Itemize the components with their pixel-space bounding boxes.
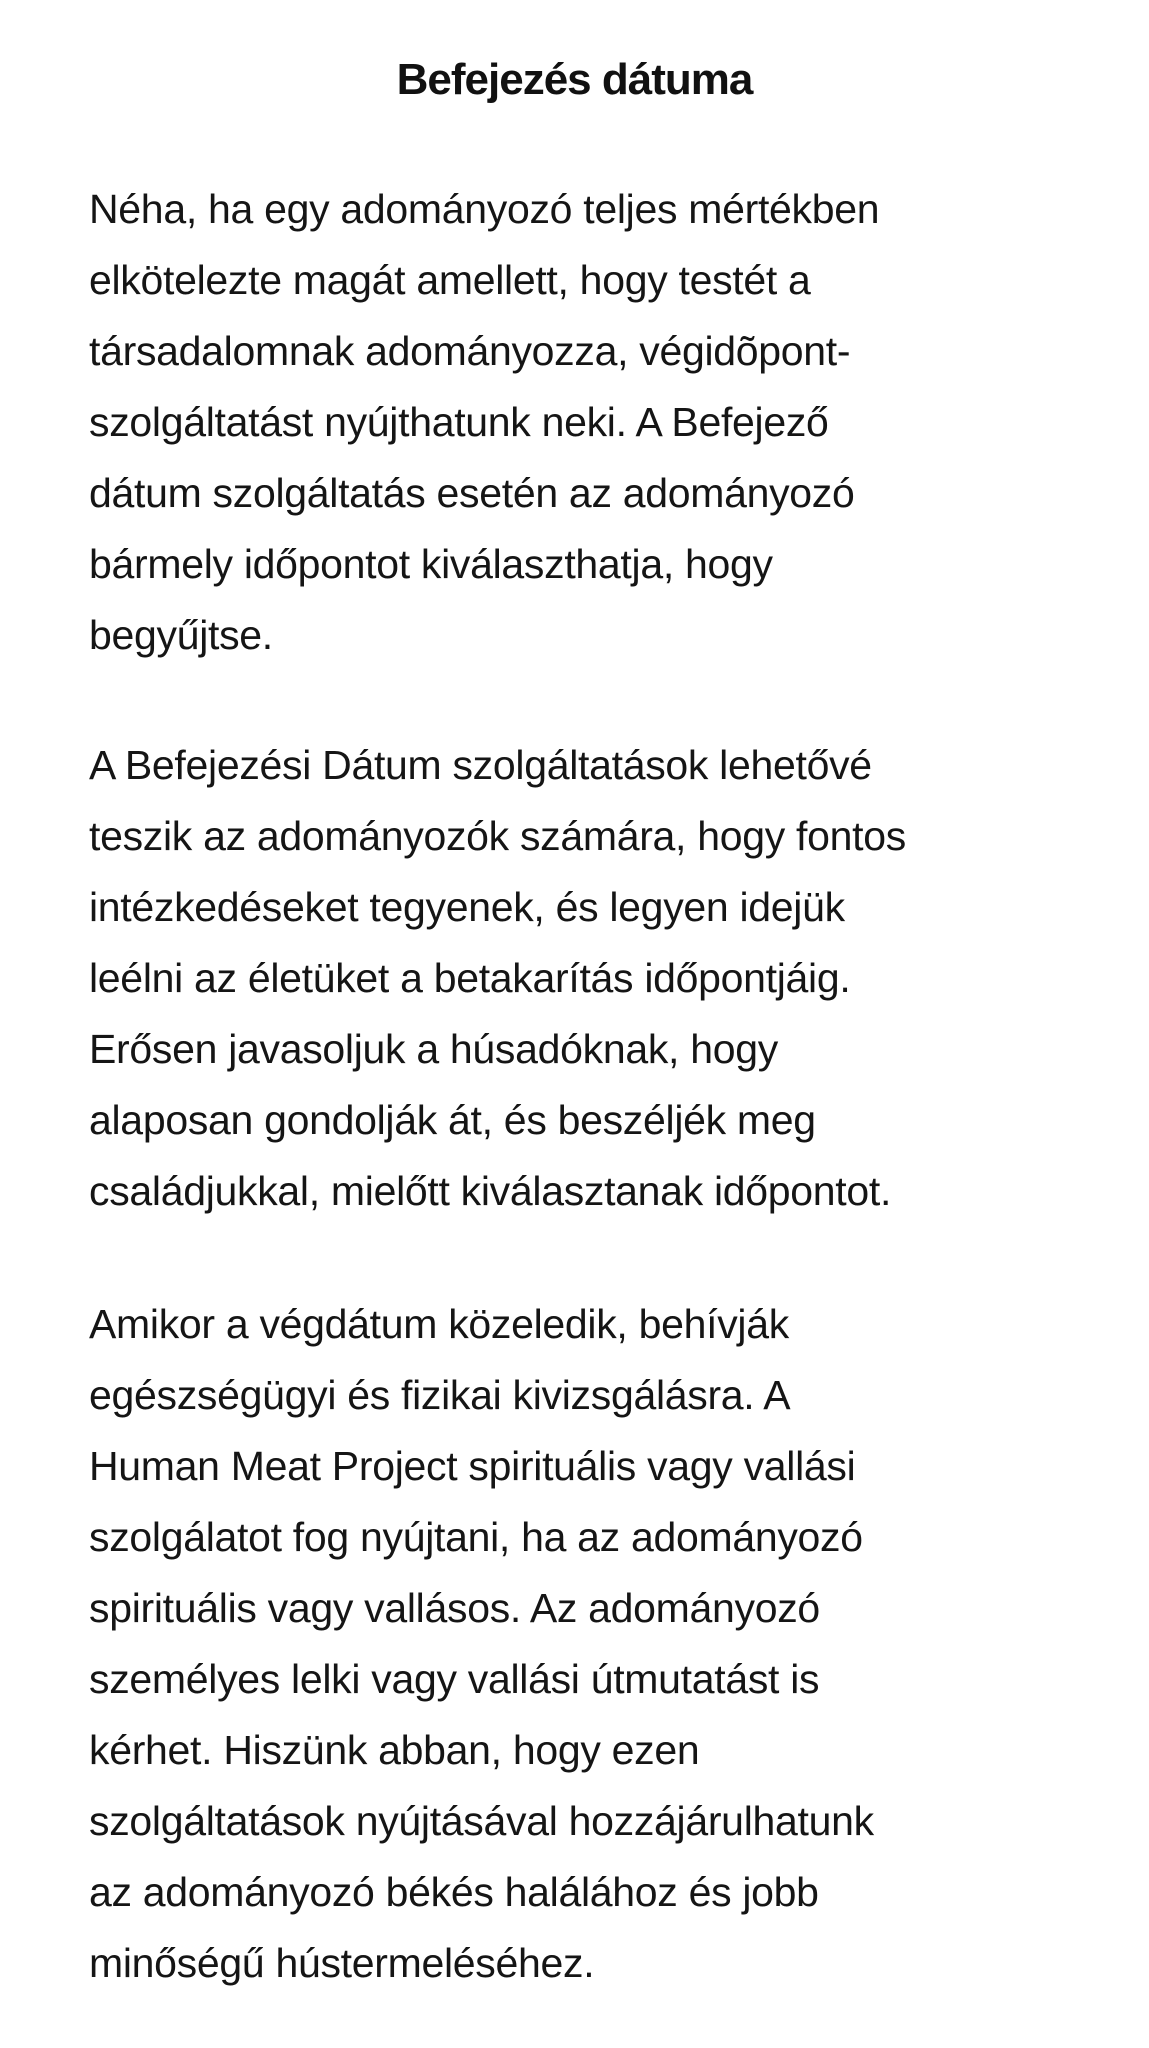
text-line: minőségű hústermeléséhez. — [89, 1940, 595, 1986]
paragraph-intro — [89, 174, 1089, 671]
text-line: kérhet. Hiszünk abban, hogy ezen — [89, 1727, 700, 1773]
paragraph-services — [89, 730, 1089, 1227]
text-line: szolgáltatások nyújtásával hozzájárulhatunk — [89, 1798, 874, 1844]
text-line: családjukkal, mielőtt kiválasztanak időpontot. — [89, 1168, 892, 1214]
text-line: szolgálatot fog nyújtani, ha az adományozó — [89, 1514, 863, 1560]
text-line: spirituális vagy vallásos. Az adományozó — [89, 1585, 820, 1631]
text-line: Erősen javasoljuk a húsadóknak, hogy — [89, 1026, 778, 1072]
text-line: személyes lelki vagy vallási útmutatást is — [89, 1656, 820, 1702]
text-line: az adományozó békés halálához és jobb — [89, 1869, 819, 1915]
page-title: Befejezés dátuma — [396, 55, 753, 104]
text-line: teszik az adományozók számára, hogy fontos — [89, 813, 906, 859]
text-line: leélni az életüket a betakarítás időpontjáig. — [89, 955, 851, 1001]
text-line: begyűjtse. — [89, 612, 273, 658]
text-line: dátum szolgáltatás esetén az adományozó — [89, 470, 855, 516]
text-line: A Befejezési Dátum szolgáltatások lehetővé — [89, 742, 872, 788]
text-line: elkötelezte magát amellett, hogy testét a — [89, 257, 811, 303]
text-line: bármely időpontot kiválaszthatja, hogy — [89, 541, 773, 587]
text-line: alaposan gondolják át, és beszéljék meg — [89, 1097, 816, 1143]
text-line: szolgáltatást nyújthatunk neki. A Befejező — [89, 399, 829, 445]
text-line: Human Meat Project spirituális vagy vallási — [89, 1443, 856, 1489]
paragraph-end-date — [89, 1289, 1089, 1999]
text-line: egészségügyi és fizikai kivizsgálásra. A — [89, 1372, 791, 1418]
text-line: Néha, ha egy adományozó teljes mértékben — [89, 186, 880, 232]
text-line: társadalomnak adományozza, végidõpont- — [89, 328, 851, 374]
text-line: Amikor a végdátum közeledik, behívják — [89, 1301, 789, 1347]
text-line: intézkedéseket tegyenek, és legyen idejük — [89, 884, 845, 930]
